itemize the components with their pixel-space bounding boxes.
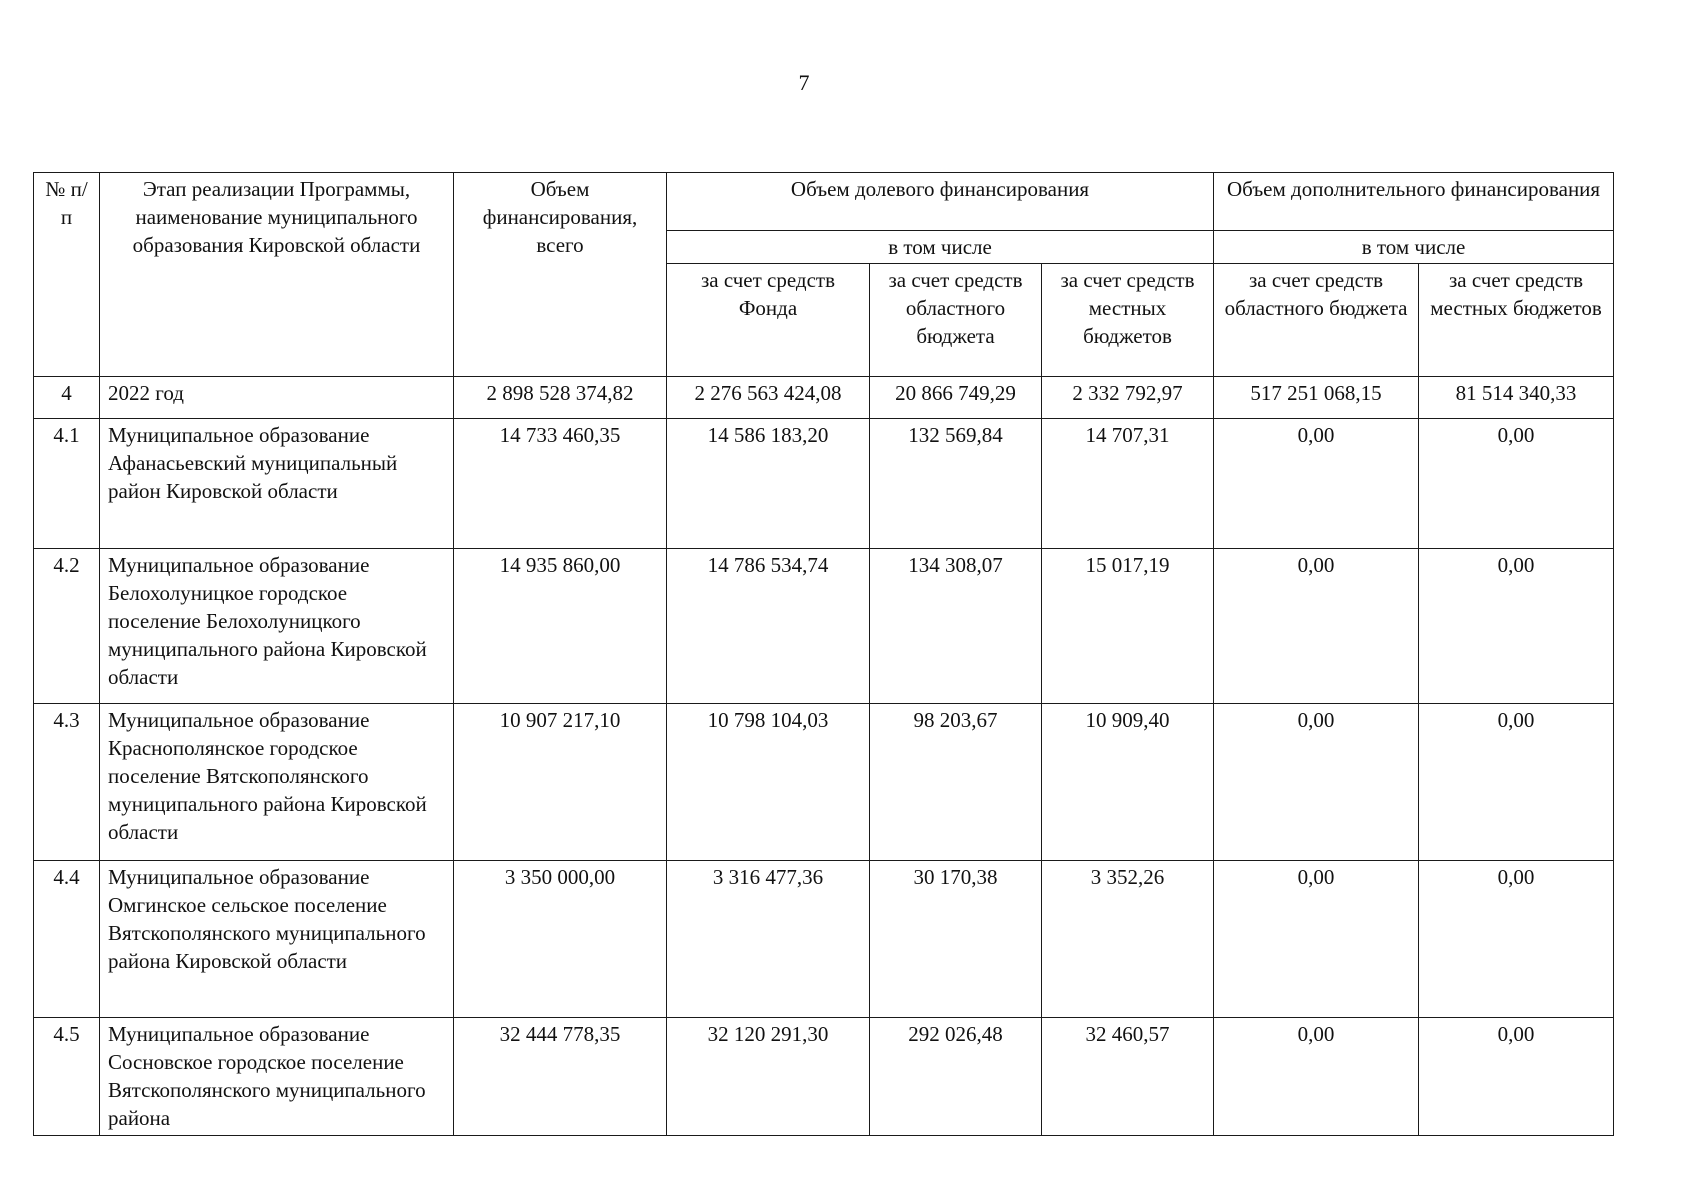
row-local: 10 909,40 [1042, 704, 1214, 861]
row-local: 15 017,19 [1042, 549, 1214, 704]
header-shared-local: за счет средств местных бюджетов [1042, 264, 1214, 377]
row-regional: 20 866 749,29 [870, 377, 1042, 419]
header-shared-fund: за счет средств Фонда [667, 264, 870, 377]
row-local: 14 707,31 [1042, 419, 1214, 549]
row-fund: 3 316 477,36 [667, 861, 870, 1018]
row-add-regional: 517 251 068,15 [1214, 377, 1419, 419]
row-add-regional: 0,00 [1214, 419, 1419, 549]
row-regional: 134 308,07 [870, 549, 1042, 704]
row-num: 4.3 [34, 704, 100, 861]
header-shared-regional: за счет средств областного бюджета [870, 264, 1042, 377]
row-total: 10 907 217,10 [454, 704, 667, 861]
row-regional: 132 569,84 [870, 419, 1042, 549]
row-fund: 14 786 534,74 [667, 549, 870, 704]
row-total: 14 935 860,00 [454, 549, 667, 704]
row-num: 4 [34, 377, 100, 419]
row-name: 2022 год [100, 377, 454, 419]
row-add-local: 0,00 [1419, 1018, 1614, 1136]
row-num: 4.4 [34, 861, 100, 1018]
row-name: Муниципальное образование Афанасьевский муниципальный район Кировской области [100, 419, 454, 549]
row-add-local: 0,00 [1419, 419, 1614, 549]
row-name: Муниципальное образование Омгинское сельское поселение Вятскополянского муниципального района Кировской области [100, 861, 454, 1018]
row-total: 2 898 528 374,82 [454, 377, 667, 419]
row-regional: 292 026,48 [870, 1018, 1042, 1136]
row-total: 3 350 000,00 [454, 861, 667, 1018]
row-local: 2 332 792,97 [1042, 377, 1214, 419]
row-fund: 10 798 104,03 [667, 704, 870, 861]
header-add-local: за счет средств местных бюджетов [1419, 264, 1614, 377]
row-add-local: 0,00 [1419, 549, 1614, 704]
row-name: Муниципальное образование Краснополянское городское поселение Вятскополянского муниципального района Кировской области [100, 704, 454, 861]
row-regional: 98 203,67 [870, 704, 1042, 861]
row-fund: 32 120 291,30 [667, 1018, 870, 1136]
row-add-regional: 0,00 [1214, 549, 1419, 704]
table-row [34, 549, 1614, 704]
row-total: 14 733 460,35 [454, 419, 667, 549]
header-stage: Этап реализации Программы, наименование муниципального образования Кировской области [100, 173, 454, 377]
header-including-additional: в том числе [1214, 231, 1614, 264]
row-total: 32 444 778,35 [454, 1018, 667, 1136]
header-including-shared: в том числе [667, 231, 1214, 264]
financing-table [33, 172, 1614, 1136]
header-add-regional: за счет средств областного бюджета [1214, 264, 1419, 377]
table-row [34, 419, 1614, 549]
header-total: Объем финансирования, всего [454, 173, 667, 377]
table-row [34, 1018, 1614, 1136]
row-fund: 2 276 563 424,08 [667, 377, 870, 419]
row-name: Муниципальное образование Сосновское городское поселение Вятскополянского муниципального района [100, 1018, 454, 1136]
page-number: 7 [798, 70, 810, 95]
header-num: № п/п [34, 173, 100, 377]
header-row-1 [34, 173, 1614, 231]
row-fund: 14 586 183,20 [667, 419, 870, 549]
row-local: 3 352,26 [1042, 861, 1214, 1018]
row-regional: 30 170,38 [870, 861, 1042, 1018]
row-num: 4.1 [34, 419, 100, 549]
row-num: 4.2 [34, 549, 100, 704]
row-add-regional: 0,00 [1214, 1018, 1419, 1136]
row-name: Муниципальное образование Белохолуницкое городское поселение Белохолуницкого муниципального района Кировской области [100, 549, 454, 704]
header-additional: Объем дополнительного финансирования [1214, 173, 1614, 231]
table-row [34, 861, 1614, 1018]
row-add-regional: 0,00 [1214, 704, 1419, 861]
row-num: 4.5 [34, 1018, 100, 1136]
row-add-local: 81 514 340,33 [1419, 377, 1614, 419]
table-row [34, 377, 1614, 419]
table-row [34, 704, 1614, 861]
row-add-local: 0,00 [1419, 861, 1614, 1018]
row-add-local: 0,00 [1419, 704, 1614, 861]
header-shared: Объем долевого финансирования [667, 173, 1214, 231]
row-local: 32 460,57 [1042, 1018, 1214, 1136]
row-add-regional: 0,00 [1214, 861, 1419, 1018]
